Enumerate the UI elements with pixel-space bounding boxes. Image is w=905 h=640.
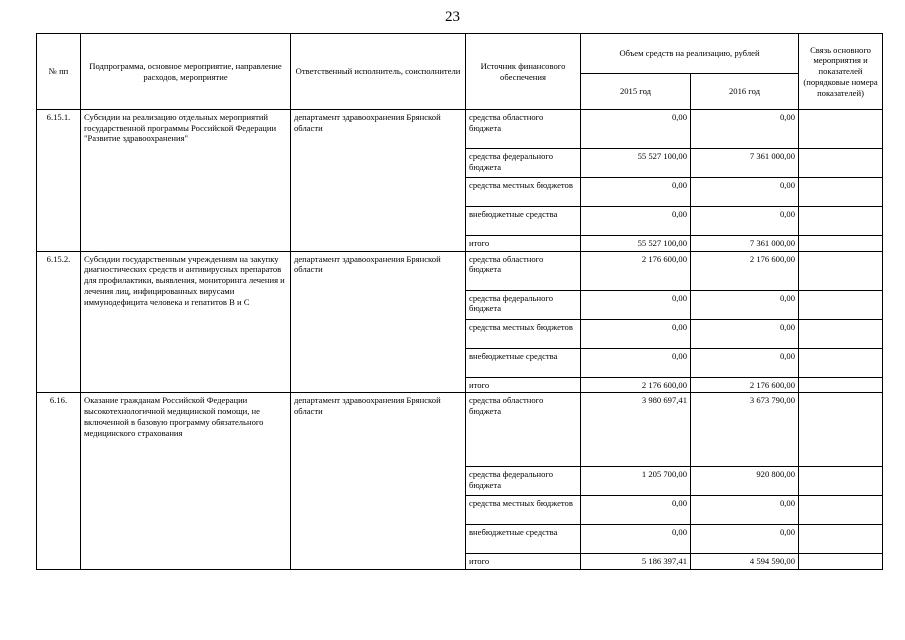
value-2015: 0,00 [581,207,691,236]
value-2015: 0,00 [581,290,691,319]
value-2015: 0,00 [581,319,691,348]
value-2016: 0,00 [691,348,799,377]
header-source: Источник финансового обеспечения [466,34,581,110]
link-cell [799,251,883,290]
value-2015: 55 527 100,00 [581,149,691,178]
source-cell: средства местных бюджетов [466,178,581,207]
link-cell [799,393,883,467]
value-2016: 0,00 [691,178,799,207]
value-2015: 0,00 [581,348,691,377]
link-cell [799,467,883,496]
value-2016: 0,00 [691,207,799,236]
value-2016: 0,00 [691,525,799,554]
total-2016: 2 176 600,00 [691,377,799,393]
table-row [37,393,883,467]
total-2015: 55 527 100,00 [581,236,691,252]
link-cell [799,149,883,178]
total-2015: 5 186 397,41 [581,554,691,570]
header-link: Связь основного мероприятия и показателей (порядковые номера показателей) [799,34,883,110]
header-num: № пп [37,34,81,110]
total-2016: 7 361 000,00 [691,236,799,252]
link-cell [799,236,883,252]
link-cell [799,207,883,236]
header-volume: Объем средств на реализацию, рублей [581,34,799,74]
value-2015: 0,00 [581,110,691,149]
value-2015: 0,00 [581,178,691,207]
value-2016: 3 673 790,00 [691,393,799,467]
value-2016: 7 361 000,00 [691,149,799,178]
link-cell [799,525,883,554]
link-cell [799,377,883,393]
page-number: 23 [445,9,460,25]
value-2015: 1 205 700,00 [581,467,691,496]
table-row [37,110,883,149]
value-2016: 0,00 [691,319,799,348]
value-2016: 0,00 [691,290,799,319]
link-cell [799,178,883,207]
value-2016: 0,00 [691,110,799,149]
budget-table [36,33,883,570]
header-year-2016: 2016 год [691,74,799,110]
item-name: Субсидии государственным учреждениям на закупку диагностических средств и антивирусных препаратов для профилактики, выявления, мониторинга лечения и лечения лиц, инфицированных вирусами иммунодефицита человека и гепатитов В и С [81,251,291,393]
value-2016: 0,00 [691,496,799,525]
total-2016: 4 594 590,00 [691,554,799,570]
link-cell [799,290,883,319]
source-cell: внебюджетные средства [466,348,581,377]
link-cell [799,110,883,149]
item-name: Оказание гражданам Российской Федерации высокотехнологичной медицинской помощи, не включенной в базовую программу обязательного медицинского страхования [81,393,291,570]
item-executor: департамент здравоохранения Брянской области [291,110,466,252]
table-row [37,251,883,290]
value-2015: 0,00 [581,496,691,525]
source-cell: средства областного бюджета [466,110,581,149]
item-number: 6.15.2. [37,251,81,393]
source-cell: внебюджетные средства [466,207,581,236]
source-cell: средства федерального бюджета [466,149,581,178]
source-cell: внебюджетные средства [466,525,581,554]
item-number: 6.16. [37,393,81,570]
source-cell: средства местных бюджетов [466,496,581,525]
link-cell [799,554,883,570]
source-cell: средства федерального бюджета [466,290,581,319]
header-program: Подпрограмма, основное мероприятие, направление расходов, мероприятие [81,34,291,110]
value-2015: 0,00 [581,525,691,554]
total-label: итого [466,236,581,252]
value-2016: 920 800,00 [691,467,799,496]
value-2015: 3 980 697,41 [581,393,691,467]
value-2015: 2 176 600,00 [581,251,691,290]
item-name: Субсидии на реализацию отдельных мероприятий государственной программы Российской Федерации "Развитие здравоохранения" [81,110,291,252]
total-label: итого [466,377,581,393]
header-executor: Ответственный исполнитель, соисполнители [291,34,466,110]
source-cell: средства федерального бюджета [466,467,581,496]
source-cell: средства областного бюджета [466,251,581,290]
item-executor: департамент здравоохранения Брянской области [291,393,466,570]
link-cell [799,348,883,377]
total-label: итого [466,554,581,570]
link-cell [799,496,883,525]
link-cell [799,319,883,348]
value-2016: 2 176 600,00 [691,251,799,290]
source-cell: средства местных бюджетов [466,319,581,348]
total-2015: 2 176 600,00 [581,377,691,393]
item-number: 6.15.1. [37,110,81,252]
header-year-2015: 2015 год [581,74,691,110]
item-executor: департамент здравоохранения Брянской области [291,251,466,393]
source-cell: средства областного бюджета [466,393,581,467]
